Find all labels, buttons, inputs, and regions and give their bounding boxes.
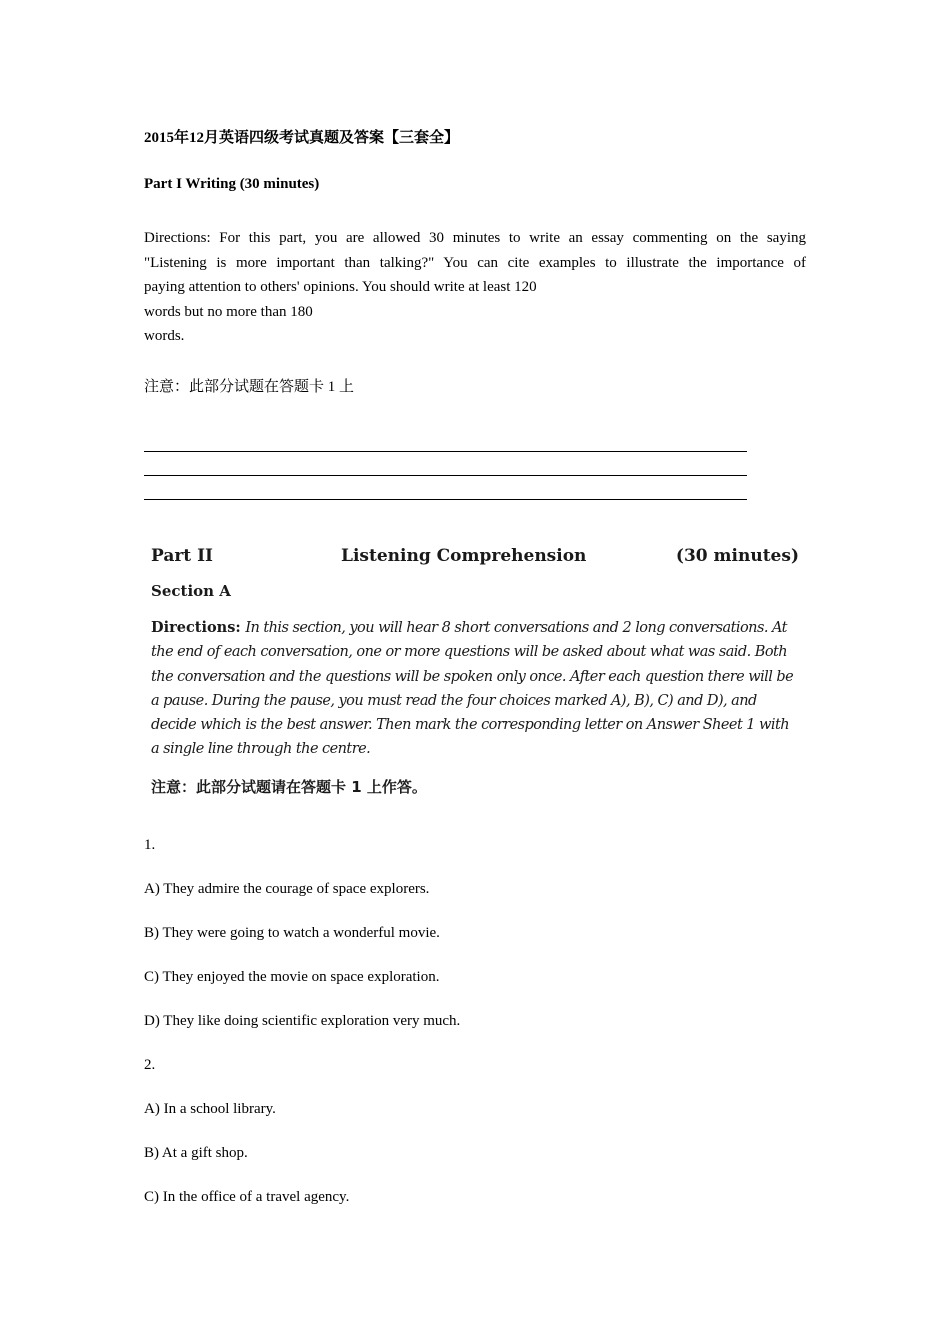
question-option: A) They admire the courage of space explorers.	[144, 881, 430, 897]
document-title: 2015年12月英语四级考试真题及答案【三套全】	[144, 130, 460, 146]
part1-heading: Part I Writing (30 minutes)	[144, 176, 320, 192]
directions-line: paying attention to others' opinions. You should write at least 120	[144, 279, 537, 296]
listening-instructions-image	[151, 540, 801, 802]
directions-line: words but no more than 180	[144, 303, 313, 320]
question-option: C) They enjoyed the movie on space exploration.	[144, 969, 440, 985]
part1-note: 注意：此部分试题在答题卡 1 上	[144, 379, 355, 395]
directions-line: words.	[144, 328, 185, 345]
question-option: C) In the office of a travel agency.	[144, 1189, 350, 1205]
part2-header	[151, 546, 799, 570]
question-number: 2.	[144, 1057, 156, 1073]
section-a-note: 注意：此部分试题请在答题卡 1 上作答。	[151, 778, 427, 796]
directions-line: Directions: For this part, you are allowed 30 minutes to write an essay commenting on the saying	[144, 230, 806, 246]
part1-directions	[144, 226, 806, 349]
question-option: D) They like doing scientific exploration very much.	[144, 1013, 461, 1029]
answer-lines	[144, 428, 747, 500]
answer-line	[144, 452, 747, 476]
part2-label: Part II	[151, 546, 213, 566]
question-option: A) In a school library.	[144, 1101, 276, 1117]
directions-text: In this section, you will hear 8 short conversations and 2 long conversations. At the end of each conversation, one or more questions will be asked about what was said. Both the conversation and the questions will be spoken only once. After each question there will be a pause. During the pause, you must read the four choices marked A), B), C) and D), and decide which is the best answer. Then mark the corresponding letter on Answer Sheet 1 with a single line through the centre.	[151, 620, 794, 758]
part2-title: Listening Comprehension	[341, 546, 587, 566]
answer-line	[144, 476, 747, 500]
answer-line	[144, 428, 747, 452]
part2-time: (30 minutes)	[675, 546, 799, 566]
question-option: B) At a gift shop.	[144, 1145, 248, 1161]
section-a-heading: Section A	[151, 582, 231, 600]
question-option: B) They were going to watch a wonderful movie.	[144, 925, 440, 941]
directions-label: Directions:	[151, 619, 241, 636]
directions-line: "Listening is more important than talking?" You can cite examples to illustrate the importance of	[144, 254, 806, 271]
question-number: 1.	[144, 837, 156, 853]
section-a-directions	[151, 616, 799, 762]
